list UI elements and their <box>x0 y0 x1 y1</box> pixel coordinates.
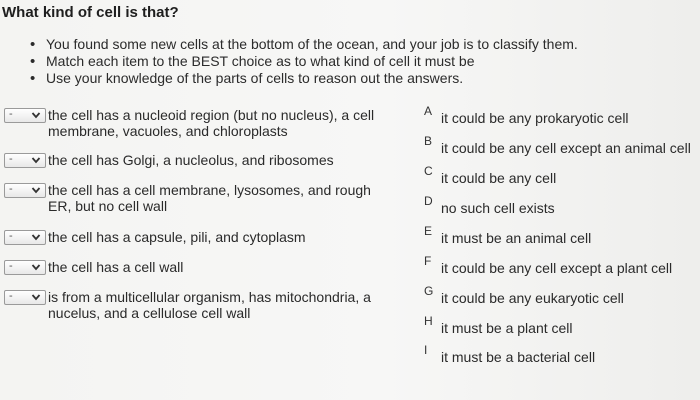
answer-select[interactable] <box>4 108 46 123</box>
option-text: it could be any cell <box>441 170 557 186</box>
option-text: it must be an animal cell <box>441 230 592 246</box>
select-value: - <box>9 290 13 302</box>
option-letter: D <box>424 194 433 208</box>
answer-select[interactable] <box>4 230 46 245</box>
instruction-item: • Use your knowledge of the parts of cells to reason out the answers. <box>30 70 578 87</box>
option-text: it could be any cell except an animal cell <box>441 140 691 156</box>
instruction-item: • You found some new cells at the bottom of the ocean, and your job is to classify them. <box>30 36 578 53</box>
option-text: it could be any eukaryotic cell <box>441 290 624 306</box>
chevron-down-icon <box>31 185 41 195</box>
question-text: the cell has a capsule, pili, and cytoplasm <box>48 229 306 245</box>
instruction-item: • Match each item to the BEST choice as to what kind of cell it must be <box>30 53 578 70</box>
chevron-down-icon <box>31 155 41 165</box>
option-letter: A <box>424 104 433 118</box>
option-text: it must be a bacterial cell <box>441 349 596 365</box>
answer-select[interactable] <box>4 153 46 168</box>
question-text: the cell has a cell wall <box>48 259 184 275</box>
option-text: it could be any cell except a plant cell <box>441 260 673 276</box>
option-letter: G <box>424 284 434 298</box>
option-text: it could be any prokaryotic cell <box>441 110 629 126</box>
chevron-down-icon <box>31 110 41 120</box>
select-value: - <box>9 183 13 195</box>
option-letter: I <box>424 343 428 357</box>
select-value: - <box>9 153 13 165</box>
answer-select[interactable] <box>4 290 46 305</box>
select-value: - <box>9 108 13 120</box>
option-letter: H <box>424 314 433 328</box>
option-text: it must be a plant cell <box>441 320 573 336</box>
question-text: is from a multicellular organism, has mitochondria, a nucelus, and a cellulose cell wall <box>48 289 371 321</box>
instructions-list <box>30 36 578 87</box>
answer-select[interactable] <box>4 260 46 275</box>
option-letter: B <box>424 134 433 148</box>
option-letter: C <box>424 164 433 178</box>
question-text: the cell has Golgi, a nucleolus, and ribosomes <box>48 152 334 168</box>
option-letter: F <box>424 254 432 268</box>
question-text: the cell has a nucleoid region (but no nucleus), a cell membrane, vacuoles, and chloroplasts <box>48 107 375 139</box>
chevron-down-icon <box>31 292 41 302</box>
question-text: the cell has a cell membrane, lysosomes, and rough ER, but no cell wall <box>48 182 371 214</box>
chevron-down-icon <box>31 232 41 242</box>
page-title: What kind of cell is that? <box>2 4 179 21</box>
chevron-down-icon <box>31 262 41 272</box>
select-value: - <box>9 260 13 272</box>
option-text: no such cell exists <box>441 200 555 216</box>
select-value: - <box>9 230 13 242</box>
option-letter: E <box>424 224 433 238</box>
answer-select[interactable] <box>4 183 46 198</box>
